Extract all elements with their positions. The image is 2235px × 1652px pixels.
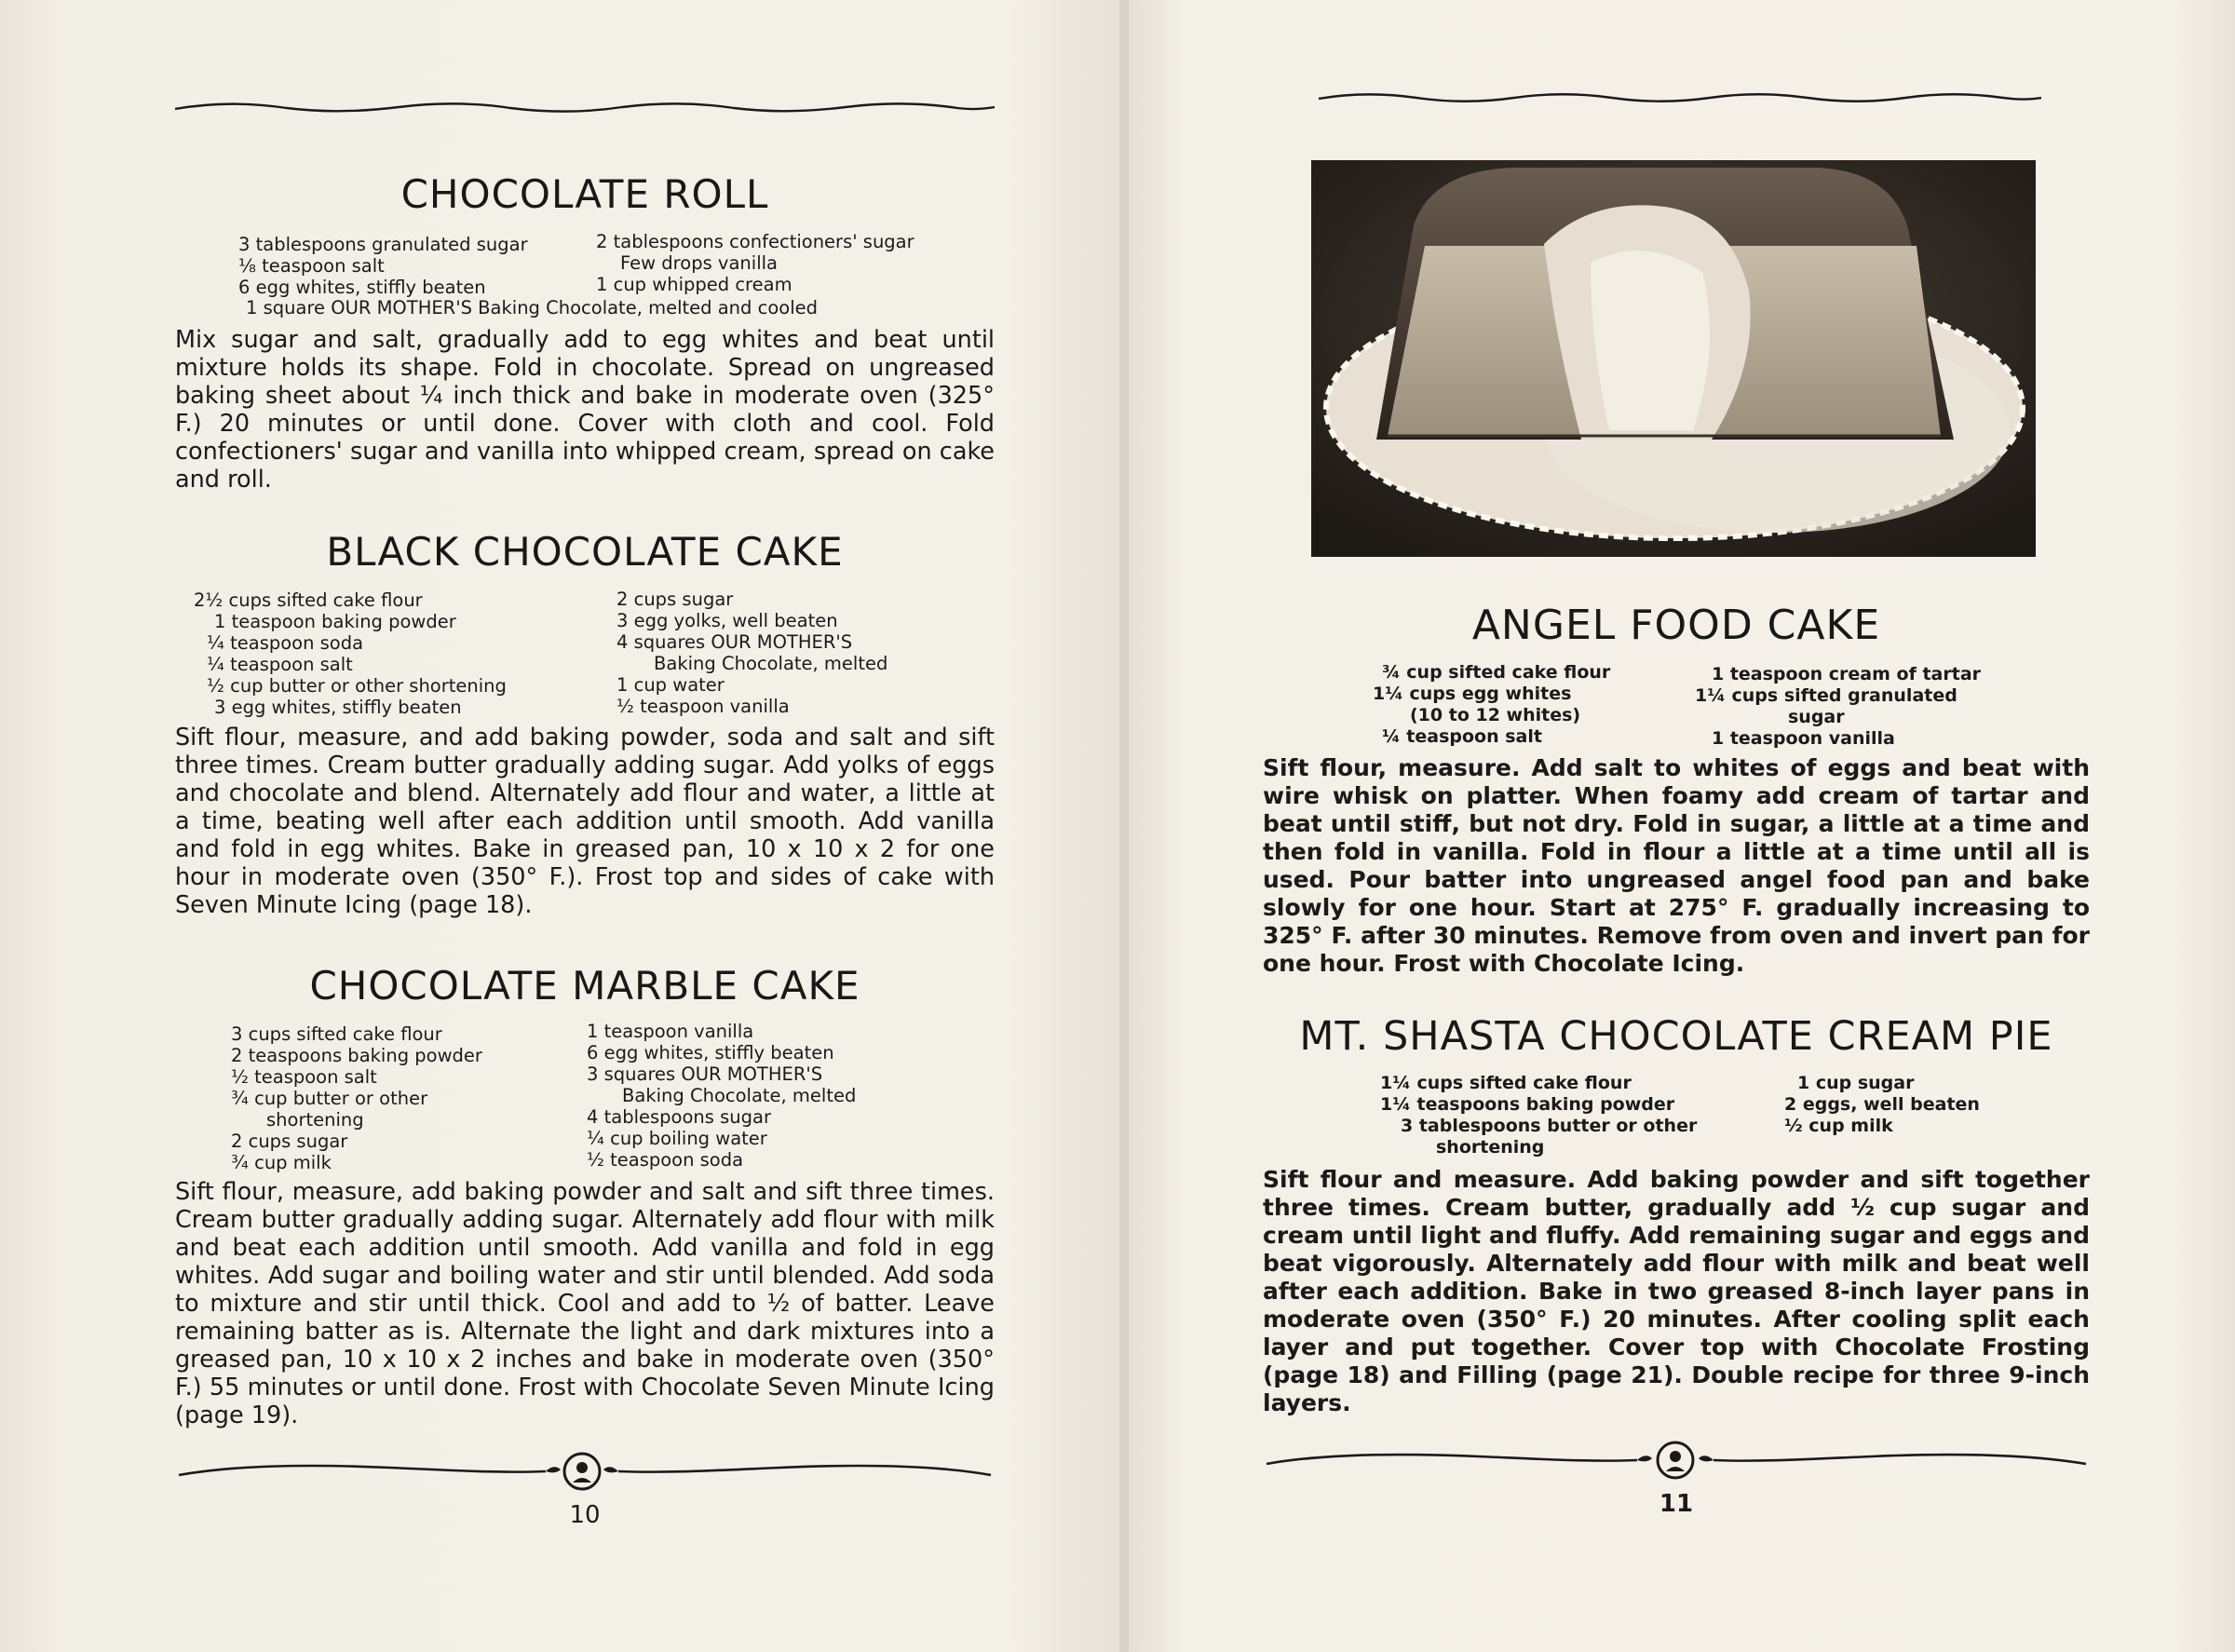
- ingredient-line: 3 squares OUR MOTHER'S: [587, 1063, 823, 1085]
- ingredient-line: shortening: [266, 1109, 364, 1131]
- ingredient-line: 3 cups sifted cake flour: [231, 1023, 442, 1045]
- ingredient-line: ½ teaspoon vanilla: [616, 696, 790, 717]
- ingredient-line: Few drops vanilla: [620, 252, 778, 274]
- ingredient-line: 1 teaspoon baking powder: [214, 611, 456, 632]
- bottom-ornament-rule: [175, 1445, 995, 1501]
- ingredients-left-black-chocolate-cake: [194, 589, 507, 718]
- recipe-title-black-chocolate-cake: BLACK CHOCOLATE CAKE: [326, 529, 844, 575]
- recipe-title-angel-food-cake: ANGEL FOOD CAKE: [1471, 602, 1881, 649]
- ingredient-line: 3 egg yolks, well beaten: [616, 610, 838, 631]
- angel-food-cake-photo: [1311, 160, 2036, 557]
- ingredient-line: 4 squares OUR MOTHER'S: [616, 631, 853, 653]
- ingredient-line: ½ cup milk: [1784, 1116, 1893, 1136]
- bottom-ornament-rule: [1263, 1434, 2090, 1490]
- recipe-directions-chocolate-roll: Mix sugar and salt, gradually add to egg whites and beat until mixture holds its shape. Fold in chocolate. Spread on ungreased baking sheet about ¼ inch thick and bake in moderate oven (325° F.) 20 minutes or until done. Cover with cloth and cool. Fold confectioners' sugar and vanilla into whipped cream, spread on cake and roll.: [175, 326, 995, 494]
- ingredient-line: ¾ cup milk: [231, 1152, 332, 1173]
- ingredients-right-angel-food-cake: [1695, 664, 1981, 750]
- ingredient-line: 6 egg whites, stiffly beaten: [587, 1042, 834, 1063]
- ingredient-line: 3 tablespoons granulated sugar: [238, 234, 528, 255]
- ingredient-line: 3 tablespoons butter or other: [1401, 1116, 1698, 1136]
- ingredient-line-full: 1 square OUR MOTHER'S Baking Chocolate, melted and cooled: [246, 297, 818, 318]
- top-wavy-rule: [175, 101, 995, 114]
- ingredient-line: 1¼ cups sifted granulated: [1695, 685, 1957, 706]
- cake-illustration: [1311, 160, 2036, 557]
- recipe-directions-angel-food-cake: Sift flour, measure. Add salt to whites of eggs and beat with wire whisk on platter. When foamy add cream of tartar and beat until stiff, but not dry. Fold in sugar, a little at a time and then fold in vanilla. Fold in flour a little at a time until all is used. Pour batter into ungreased angel food pan and bake slowly for one hour. Start at 275° F. gradually increasing to 325° F. after 30 minutes. Remove from oven and invert pan for one hour. Frost with Chocolate Icing.: [1263, 754, 2090, 977]
- recipe-directions-black-chocolate-cake: Sift flour, measure, and add baking powder, soda and salt and sift three times. Cream butter gradually adding sugar. Add yolks of eggs and chocolate and blend. Alternately add flour and water, a little at a time, beating well after each addition until smooth. Add vanilla and fold in egg whites. Bake in greased pan, 10 x 10 x 2 for one hour in moderate oven (350° F.). Frost top and sides of cake with Seven Minute Icing (page 18).: [175, 724, 995, 919]
- ingredient-line: ½ teaspoon soda: [587, 1149, 744, 1171]
- ingredient-line: 1 cup whipped cream: [596, 274, 792, 295]
- ingredient-line: Baking Chocolate, melted: [622, 1085, 857, 1106]
- ingredient-line: ¼ teaspoon salt: [1382, 726, 1542, 747]
- ingredient-line: 2½ cups sifted cake flour: [194, 589, 423, 611]
- page-number: 10: [569, 1501, 601, 1529]
- ingredients-left-angel-food-cake: [1373, 662, 1610, 748]
- ingredients-left-mt-shasta-pie: [1380, 1073, 1697, 1158]
- ingredient-line: Baking Chocolate, melted: [654, 653, 888, 674]
- ingredients-right-mt-shasta-pie: [1784, 1073, 1980, 1137]
- ingredient-line: 2 cups sugar: [616, 589, 734, 610]
- ingredient-line: 3 egg whites, stiffly beaten: [214, 697, 462, 718]
- ingredient-line: 1¼ cups egg whites: [1373, 684, 1572, 704]
- ingredients-left-chocolate-marble-cake: [231, 1023, 482, 1173]
- ingredient-line: ¼ cup boiling water: [587, 1128, 767, 1149]
- ingredient-line: shortening: [1436, 1137, 1545, 1158]
- recipe-title-chocolate-marble-cake: CHOCOLATE MARBLE CAKE: [309, 963, 860, 1009]
- ingredient-line: ½ cup butter or other shortening: [207, 675, 507, 697]
- ingredient-line: 2 teaspoons baking powder: [231, 1045, 482, 1066]
- ingredient-line: 1¼ teaspoons baking powder: [1380, 1094, 1675, 1115]
- ingredient-line: ½ teaspoon salt: [231, 1066, 377, 1088]
- ingredient-line: 1 teaspoon vanilla: [587, 1021, 754, 1042]
- ingredients-right-black-chocolate-cake: [616, 589, 887, 717]
- ingredient-line: sugar: [1788, 707, 1845, 727]
- recipe-directions-chocolate-marble-cake: Sift flour, measure, add baking powder and salt and sift three times. Cream butter gradually adding sugar. Alternately add flour with milk and beat each addition until smooth. Add vanilla and fold in egg whites. Add sugar and boiling water and stir until blended. Add soda to mixture and stir until thick. Cool and add to ½ of batter. Leave remaining batter as is. Alternate the light and dark mixtures into a greased pan, 10 x 10 x 2 inches and bake in moderate oven (350° F.) 55 minutes or until done. Frost with Chocolate Seven Minute Icing (page 19).: [175, 1178, 995, 1429]
- ingredient-line: ¾ cup sifted cake flour: [1382, 662, 1611, 683]
- ingredient-line: 2 cups sugar: [231, 1131, 348, 1152]
- ingredient-line: 2 eggs, well beaten: [1784, 1094, 1980, 1115]
- right-page: [1129, 0, 2235, 1652]
- ingredient-line: ¾ cup butter or other: [231, 1088, 428, 1109]
- ingredients-right-chocolate-marble-cake: [587, 1021, 856, 1171]
- page-number: 11: [1659, 1490, 1694, 1518]
- book-gutter: [1119, 0, 1129, 1652]
- top-wavy-rule: [1319, 91, 2041, 104]
- ingredient-line: 1 teaspoon vanilla: [1712, 728, 1895, 749]
- ingredient-line: 1 teaspoon cream of tartar: [1712, 664, 1982, 684]
- recipe-title-mt-shasta-pie: MT. SHASTA CHOCOLATE CREAM PIE: [1299, 1013, 2053, 1060]
- ingredient-line: (10 to 12 whites): [1410, 705, 1581, 725]
- ingredient-line: 4 tablespoons sugar: [587, 1106, 771, 1128]
- ingredient-line: 1 cup sugar: [1797, 1073, 1915, 1093]
- ingredient-line: 2 tablespoons confectioners' sugar: [596, 231, 914, 252]
- ingredient-line: ⅛ teaspoon salt: [238, 255, 385, 277]
- recipe-title-chocolate-roll: CHOCOLATE ROLL: [400, 171, 769, 217]
- ingredient-line: 1 cup water: [616, 674, 725, 696]
- ingredients-right-chocolate-roll: [596, 231, 914, 295]
- ingredients-left-chocolate-roll: [238, 234, 528, 298]
- ingredient-line: 6 egg whites, stiffly beaten: [238, 277, 486, 298]
- ingredient-line: 1¼ cups sifted cake flour: [1380, 1073, 1632, 1093]
- recipe-directions-mt-shasta-pie: Sift flour and measure. Add baking powder and sift together three times. Cream butter, gradually add ½ cup sugar and cream until light and fluffy. Add remaining sugar and eggs and beat vigorously. Alternately add flour with milk and beat well after each addition. Bake in two greased 8-inch layer pans in moderate oven (350° F.) 20 minutes. After cooling split each layer and put together. Cover top with Chocolate Frosting (page 18) and Filling (page 21). Double recipe for three 9-inch layers.: [1263, 1166, 2090, 1416]
- ingredient-line: ¼ teaspoon salt: [207, 654, 353, 675]
- ingredient-line: ¼ teaspoon soda: [207, 632, 364, 654]
